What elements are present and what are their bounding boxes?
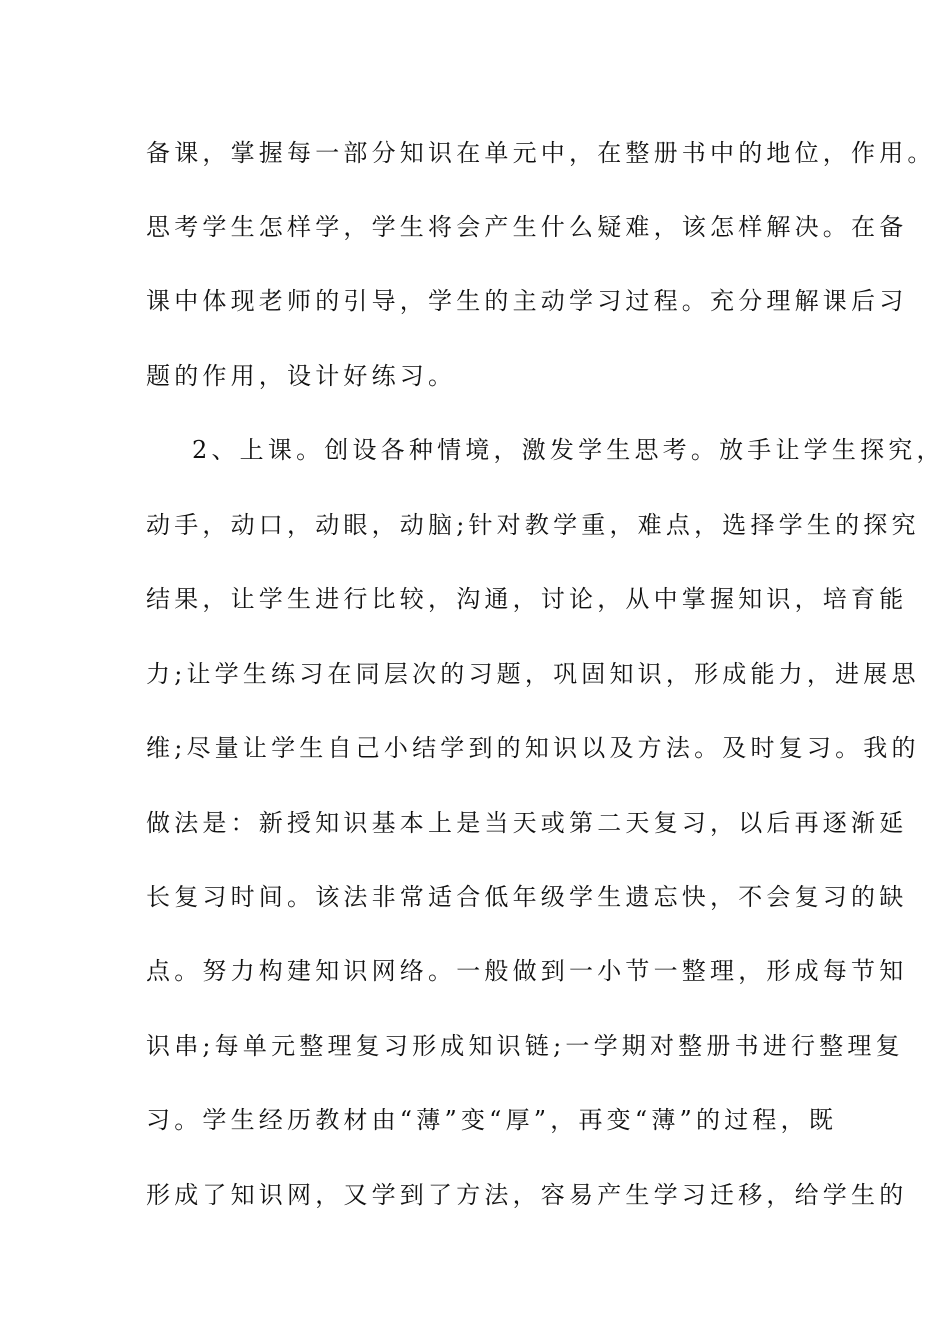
text-line: 维;尽量让学生自己小结学到的知识以及方法。及时复习。我的 — [146, 734, 920, 762]
text-line: 备课，掌握每一部分知识在单元中，在整册书中的地位，作用。 — [146, 139, 936, 167]
text-line: 做法是：新授知识基本上是当天或第二天复习，以后再逐渐延 — [146, 809, 908, 837]
text-line: 长复习时间。该法非常适合低年级学生遗忘快，不会复习的缺 — [146, 883, 908, 911]
text-line: 习。学生经历教材由“薄”变“厚”，再变“薄”的过程，既 — [146, 1106, 838, 1134]
text-line: 思考学生怎样学，学生将会产生什么疑难，该怎样解决。在备 — [146, 213, 908, 241]
text-line: 结果，让学生进行比较，沟通，讨论，从中掌握知识，培育能 — [146, 585, 908, 613]
text-line: 点。努力构建知识网络。一般做到一小节一整理，形成每节知 — [146, 957, 908, 985]
text-line: 力;让学生练习在同层次的习题，巩固知识，形成能力，进展思 — [146, 660, 920, 688]
text-line: 动手，动口，动眼，动脑;针对教学重，难点，选择学生的探究 — [146, 511, 920, 539]
text-line: 识串;每单元整理复习形成知识链;一学期对整册书进行整理复 — [146, 1032, 904, 1060]
paragraph-start-line: 2、上课。创设各种情境，激发学生思考。放手让学生探究， — [192, 436, 945, 464]
text-line: 课中体现老师的引导，学生的主动学习过程。充分理解课后习 — [146, 287, 908, 315]
text-line: 形成了知识网，又学到了方法，容易产生学习迁移，给学生的 — [146, 1181, 908, 1209]
text-line: 题的作用，设计好练习。 — [146, 362, 457, 390]
